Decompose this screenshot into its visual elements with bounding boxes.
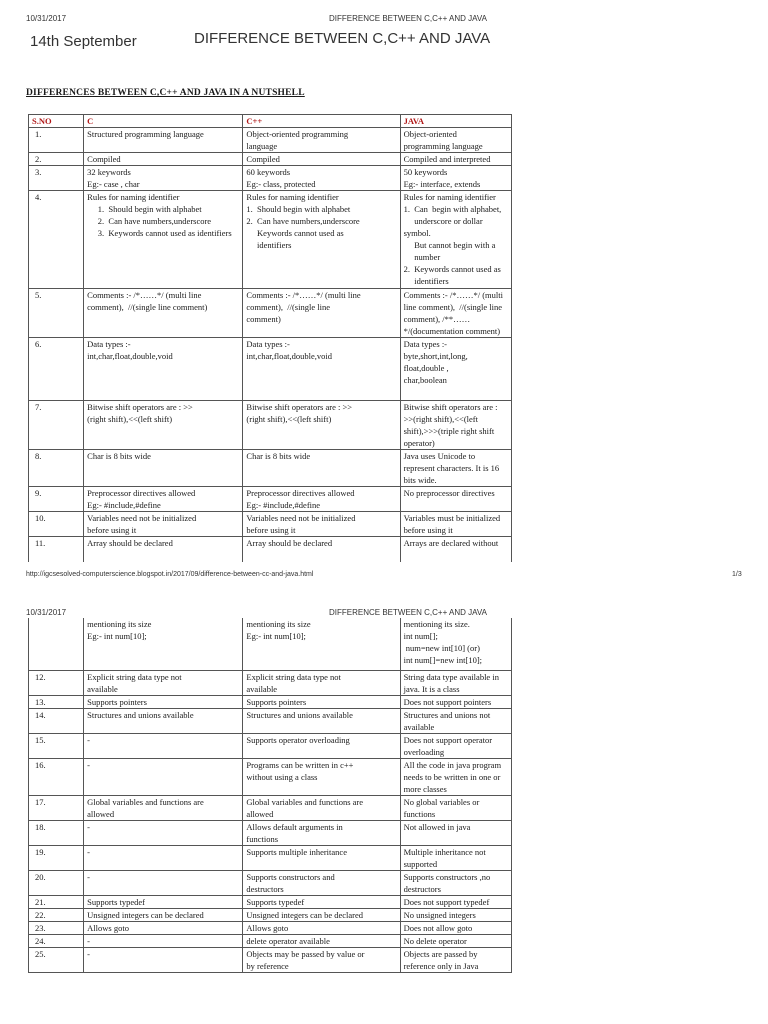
table-row: [29, 191, 512, 289]
cell-cpp: Variables need not be initialized before using it: [243, 512, 400, 537]
cell-c: Variables need not be initialized before using it: [84, 512, 243, 537]
table-header-row: [29, 115, 512, 128]
cell-java: Objects are passed by reference only in Java: [400, 947, 511, 972]
cell-c: Explicit string data type not available: [84, 670, 243, 695]
cell-java: Multiple inheritance not supported: [400, 845, 511, 870]
print-header-title: DIFFERENCE BETWEEN C,C++ AND JAVA: [329, 14, 487, 23]
cell-c: Structures and unions available: [84, 708, 243, 733]
cell-c: 32 keywords Eg:- case , char: [84, 166, 243, 191]
header-sno: S.NO: [29, 115, 84, 128]
cell-java: String data type available in java. It is a class: [400, 670, 511, 695]
table-row: [29, 758, 512, 795]
cell-cpp: Data types :- int,char,float,double,void: [243, 338, 400, 401]
cell-cpp: Object-oriented programming language: [243, 128, 400, 153]
cell-c: Rules for naming identifier 1. Should begin with alphabet 2. Can have numbers,underscore 3. Keywords cannot used as identifiers: [84, 191, 243, 289]
cell-c: Char is 8 bits wide: [84, 450, 243, 487]
cell-cpp: Compiled: [243, 153, 400, 166]
cell-sno: 12.: [29, 670, 84, 695]
cell-sno: 2.: [29, 153, 84, 166]
cell-cpp: Array should be declared: [243, 537, 400, 562]
cell-java: Does not support operator overloading: [400, 733, 511, 758]
cell-c: Bitwise shift operators are : >> (right shift),<<(left shift): [84, 401, 243, 450]
header-java: JAVA: [400, 115, 511, 128]
cell-cpp: Supports typedef: [243, 895, 400, 908]
table-row: [29, 289, 512, 338]
cell-java: No global variables or functions: [400, 795, 511, 820]
table-row: [29, 795, 512, 820]
table-row: [29, 947, 512, 972]
cell-c: Compiled: [84, 153, 243, 166]
cell-c: -: [84, 733, 243, 758]
page2-print-date: 10/31/2017: [26, 608, 67, 617]
cell-java: Arrays are declared without: [400, 537, 511, 562]
cell-c: -: [84, 758, 243, 795]
cell-c: Data types :- int,char,float,double,void: [84, 338, 243, 401]
table-row: [29, 895, 512, 908]
cell-sno: [29, 618, 84, 670]
table-row: [29, 153, 512, 166]
table-row: [29, 487, 512, 512]
cell-sno: 9.: [29, 487, 84, 512]
table-row: [29, 128, 512, 153]
cell-c: mentioning its size Eg:- int num[10];: [84, 618, 243, 670]
cell-c: -: [84, 870, 243, 895]
cell-java: mentioning its size. int num[]; num=new int[10] (or) int num[]=new int[10];: [400, 618, 511, 670]
cell-sno: 24.: [29, 934, 84, 947]
cell-java: Does not support pointers: [400, 695, 511, 708]
table-row: [29, 908, 512, 921]
table-row: [29, 921, 512, 934]
cell-cpp: Unsigned integers can be declared: [243, 908, 400, 921]
cell-java: No delete operator: [400, 934, 511, 947]
cell-java: Variables must be initialized before using it: [400, 512, 511, 537]
cell-sno: 10.: [29, 512, 84, 537]
cell-cpp: Supports operator overloading: [243, 733, 400, 758]
cell-cpp: 60 keywords Eg:- class, protected: [243, 166, 400, 191]
cell-cpp: Comments :- /*……*/ (multi line comment), //(single line comment): [243, 289, 400, 338]
page2-header-title: DIFFERENCE BETWEEN C,C++ AND JAVA: [329, 608, 487, 617]
cell-cpp: Explicit string data type not available: [243, 670, 400, 695]
cell-sno: 13.: [29, 695, 84, 708]
cell-sno: 18.: [29, 820, 84, 845]
cell-sno: 19.: [29, 845, 84, 870]
table-row: [29, 695, 512, 708]
cell-sno: 3.: [29, 166, 84, 191]
cell-c: Preprocessor directives allowed Eg:- #include,#define: [84, 487, 243, 512]
cell-cpp: Char is 8 bits wide: [243, 450, 400, 487]
cell-cpp: Programs can be written in c++ without using a class: [243, 758, 400, 795]
cell-java: No unsigned integers: [400, 908, 511, 921]
cell-c: -: [84, 934, 243, 947]
cell-cpp: Structures and unions available: [243, 708, 400, 733]
cell-sno: 20.: [29, 870, 84, 895]
cell-c: -: [84, 820, 243, 845]
cell-java: Does not support typedef: [400, 895, 511, 908]
table-row: [29, 934, 512, 947]
cell-java: Rules for naming identifier 1. Can begin with alphabet, underscore or dollar symbol. But cannot begin with a number 2. Keywords cannot used as identifiers: [400, 191, 511, 289]
cell-java: All the code in java program needs to be written in one or more classes: [400, 758, 511, 795]
cell-java: Does not allow goto: [400, 921, 511, 934]
cell-cpp: Allows goto: [243, 921, 400, 934]
cell-sno: 23.: [29, 921, 84, 934]
table-row: [29, 401, 512, 450]
table-row: [29, 166, 512, 191]
page-title: DIFFERENCE BETWEEN C,C++ AND JAVA: [194, 30, 491, 47]
cell-cpp: Supports pointers: [243, 695, 400, 708]
table-row: [29, 845, 512, 870]
header-c: C: [84, 115, 243, 128]
comparison-table-continued: [28, 618, 512, 973]
cell-c: Unsigned integers can be declared: [84, 908, 243, 921]
cell-sno: 5.: [29, 289, 84, 338]
cell-java: Data types :- byte,short,int,long, float,double , char,boolean: [400, 338, 511, 401]
table-row: [29, 670, 512, 695]
cell-sno: 14.: [29, 708, 84, 733]
cell-cpp: delete operator available: [243, 934, 400, 947]
cell-sno: 11.: [29, 537, 84, 562]
cell-c: -: [84, 845, 243, 870]
cell-sno: 1.: [29, 128, 84, 153]
cell-sno: 8.: [29, 450, 84, 487]
table-row: [29, 338, 512, 401]
print-date: 10/31/2017: [26, 14, 67, 23]
cell-java: Not allowed in java: [400, 820, 511, 845]
cell-java: Comments :- /*……*/ (multi line comment), //(single line comment), /**…… */(documentation comment): [400, 289, 511, 338]
table-row: [29, 537, 512, 562]
cell-c: Array should be declared: [84, 537, 243, 562]
cell-sno: 16.: [29, 758, 84, 795]
cell-java: Structures and unions not available: [400, 708, 511, 733]
cell-java: Supports constructors ,no destructors: [400, 870, 511, 895]
cell-cpp: Supports multiple inheritance: [243, 845, 400, 870]
table-row: [29, 708, 512, 733]
cell-sno: 4.: [29, 191, 84, 289]
comparison-table: [28, 114, 512, 562]
cell-c: Comments :- /*……*/ (multi line comment), //(single line comment): [84, 289, 243, 338]
table-row: [29, 733, 512, 758]
cell-sno: 15.: [29, 733, 84, 758]
cell-java: No preprocessor directives: [400, 487, 511, 512]
cell-sno: 6.: [29, 338, 84, 401]
cell-cpp: Preprocessor directives allowed Eg:- #include,#define: [243, 487, 400, 512]
cell-c: Supports typedef: [84, 895, 243, 908]
cell-cpp: Global variables and functions are allowed: [243, 795, 400, 820]
cell-java: Compiled and interpreted: [400, 153, 511, 166]
cell-c: -: [84, 947, 243, 972]
cell-sno: 21.: [29, 895, 84, 908]
cell-java: 50 keywords Eg:- interface, extends: [400, 166, 511, 191]
cell-cpp: mentioning its size Eg:- int num[10];: [243, 618, 400, 670]
header-cpp: C++: [243, 115, 400, 128]
footer-page-number: 1/3: [732, 571, 742, 578]
cell-sno: 22.: [29, 908, 84, 921]
cell-sno: 17.: [29, 795, 84, 820]
cell-c: Structured programming language: [84, 128, 243, 153]
cell-java: Object-oriented programming language: [400, 128, 511, 153]
cell-cpp: Allows default arguments in functions: [243, 820, 400, 845]
cell-cpp: Supports constructors and destructors: [243, 870, 400, 895]
cell-cpp: Bitwise shift operators are : >> (right shift),<<(left shift): [243, 401, 400, 450]
section-subtitle: DIFFERENCES BETWEEN C,C++ AND JAVA IN A NUTSHELL: [26, 88, 305, 98]
cell-java: Java uses Unicode to represent characters. It is 16 bits wide.: [400, 450, 511, 487]
table-row: [29, 820, 512, 845]
table-row: [29, 512, 512, 537]
cell-cpp: Rules for naming identifier 1. Should begin with alphabet 2. Can have numbers,underscore Keywords cannot used as identifiers: [243, 191, 400, 289]
cell-c: Supports pointers: [84, 695, 243, 708]
cell-sno: 7.: [29, 401, 84, 450]
date-heading: 14th September: [30, 33, 137, 50]
table-row: [29, 618, 512, 670]
footer-url: http://igcsesolved-computerscience.blogspot.in/2017/09/difference-between-cc-and-java.html: [26, 571, 314, 578]
cell-java: Bitwise shift operators are : >>(right shift),<<(left shift),>>>(triple right shift operator): [400, 401, 511, 450]
cell-c: Global variables and functions are allowed: [84, 795, 243, 820]
table-row: [29, 450, 512, 487]
cell-c: Allows goto: [84, 921, 243, 934]
table-row: [29, 870, 512, 895]
cell-cpp: Objects may be passed by value or by reference: [243, 947, 400, 972]
cell-sno: 25.: [29, 947, 84, 972]
